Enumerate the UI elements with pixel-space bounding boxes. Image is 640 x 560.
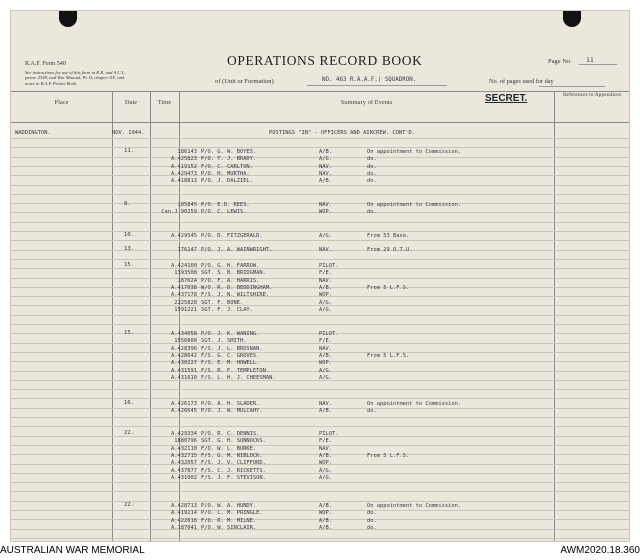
service-number: A.418813 (171, 178, 197, 185)
service-number: A.422616 (171, 517, 197, 524)
service-number: A.430227 (171, 360, 197, 367)
aircrew-trade: A/G. (319, 306, 332, 313)
header-entry (11, 130, 630, 139)
page-number-rule (579, 64, 617, 65)
personnel-name: P/O. J. W. MULCAHY. (201, 408, 263, 415)
service-number: A.429545 (171, 233, 197, 239)
service-number: A.426645 (171, 408, 197, 415)
posting-note: do. (367, 209, 377, 216)
personnel-name: SGT. F. BONE. (201, 299, 244, 306)
service-number: A.437178 (171, 292, 197, 299)
personnel-row (11, 178, 630, 187)
col-header-time: Time (157, 99, 172, 106)
aircrew-trade: A/G. (319, 374, 332, 381)
service-number: A.425823 (171, 156, 197, 163)
aircrew-trade: PILOT. (319, 263, 339, 269)
month-value: NOV. 1944. (112, 130, 145, 136)
service-number: 1393508 (174, 270, 197, 277)
personnel-name: W/O. R. D. BEDDINGHAM. (201, 284, 273, 291)
service-number: 185845 (177, 202, 197, 208)
personnel-name: P/O. W. A. HUNDY. (201, 503, 257, 509)
personnel-name: F/S. G. M. NIBLOCK. (201, 452, 263, 459)
service-number: A.432057 (171, 460, 197, 467)
aircrew-trade: WOP. (319, 292, 332, 299)
service-number: A.431002 (171, 474, 197, 481)
personnel-row (11, 307, 630, 316)
personnel-name: F/O. R. M. MILNE. (201, 517, 257, 524)
service-number: 1880796 (174, 438, 197, 445)
col-header-place: Place (54, 99, 69, 106)
posting-note: do. (367, 524, 377, 531)
aircrew-trade: A/G. (319, 233, 332, 239)
posting-note: From 53 Base. (367, 233, 410, 239)
service-number: 187624 (177, 277, 197, 284)
place-value: WADDINGTON. (15, 130, 51, 136)
personnel-name: P/O. F. A. HARRIS. (201, 277, 260, 284)
service-number: A.432110 (171, 445, 197, 452)
entry-date: 22. (124, 502, 135, 508)
posting-note: From 5 L.F.S. (367, 352, 410, 359)
unit-rule (307, 85, 447, 86)
personnel-name: F/S. R. F. TEMPLETON. (201, 367, 270, 374)
personnel-name: P/O. E.D. REES. (201, 202, 250, 208)
ruled-line (11, 324, 629, 325)
aircrew-trade: A/G. (319, 474, 332, 481)
entry-date: 13. (124, 246, 135, 252)
service-number: 2225828 (174, 299, 197, 306)
posting-note: do. (367, 156, 377, 163)
personnel-name: P/O. J. A. WAINWRIGHT. (201, 247, 273, 253)
entry-date: 11. (124, 148, 135, 154)
aircrew-trade: A/B. (319, 503, 332, 509)
aircrew-trade: WOP. (319, 460, 332, 467)
personnel-name: SGT. G. H. SUNNOCKS. (201, 438, 266, 445)
personnel-name: F/O. W. L. BURKE. (201, 445, 257, 452)
entry-date: 15. (124, 262, 135, 268)
entry-date: 22. (124, 430, 135, 436)
personnel-row (11, 375, 630, 384)
personnel-row (11, 233, 630, 242)
aircrew-trade: F/E. (319, 270, 332, 277)
service-number: A.426173 (171, 401, 197, 407)
ruled-line (11, 491, 629, 492)
personnel-row (11, 475, 630, 484)
posting-note: On appointment to Commission. (367, 503, 462, 509)
personnel-name: P/O. W. SINCLAIR. (201, 524, 257, 531)
service-number: A.429334 (171, 431, 197, 437)
service-number: A.434058 (171, 331, 197, 337)
aircrew-trade: NAV. (319, 277, 332, 284)
posting-note: do. (367, 408, 377, 415)
ruled-line (11, 538, 629, 539)
service-number: 186143 (177, 149, 197, 155)
aircrew-trade: A/G. (319, 299, 332, 306)
aircrew-trade: NAV. (319, 345, 332, 352)
service-number: A.419152 (171, 163, 197, 170)
aircrew-trade: A/B. (319, 178, 332, 185)
posting-note: do. (367, 170, 377, 177)
personnel-name: F/S. J. F. STEVISON. (201, 474, 266, 481)
service-number: A.187041 (171, 524, 197, 531)
aircrew-trade: A/B. (319, 517, 332, 524)
binder-hole-left (59, 10, 77, 27)
personnel-name: SGT. J. SMITH. (201, 338, 247, 345)
form-instructions: See instructions for use of this form in K.R. and A.C.I., paras. 2349, and War Manual, Pt. II, chapter XX, and notes in R.A.F. Pocket Book. (25, 70, 126, 86)
personnel-row (11, 525, 630, 534)
aircrew-trade: WOP. (319, 209, 332, 216)
aircrew-trade: A/B. (319, 524, 332, 531)
posting-note: do. (367, 163, 377, 170)
pages-used-rule (539, 86, 605, 87)
personnel-name: F/S. L. H. J. CHEESMAN. (201, 374, 276, 381)
aircrew-trade: F/E. (319, 438, 332, 445)
ruled-line (11, 426, 629, 427)
ruled-line (11, 259, 629, 260)
entry-date: 15. (124, 330, 135, 336)
personnel-name: F/S. G. C. GROVES. (201, 352, 260, 359)
service-number: A.429473 (171, 170, 197, 177)
aircrew-trade: NAV. (319, 445, 332, 452)
aircrew-trade: A/G. (319, 367, 332, 374)
personnel-name: P/O. J. DALZIEL. (201, 178, 253, 185)
aircrew-trade: NAV. (319, 202, 332, 208)
personnel-name: F/S. J. V. CLIFFORD. (201, 460, 266, 467)
service-number: 1556800 (174, 338, 197, 345)
aircrew-trade: A/G. (319, 467, 332, 474)
aircrew-trade: A/B. (319, 452, 332, 459)
posting-note: do. (367, 517, 377, 524)
service-number: 1591221 (174, 306, 197, 313)
unit-label: of (Unit or Formation) (215, 78, 274, 85)
aircrew-trade: NAV. (319, 247, 332, 253)
form-number: R.A.F. Form 540 (25, 61, 66, 67)
aircrew-trade: WOP. (319, 360, 332, 367)
ruled-line (11, 222, 629, 223)
archive-reference: AWM2020.18.360 (560, 545, 640, 556)
aircrew-trade: NAV. (319, 170, 332, 177)
posting-note: From 5 L.F.S. (367, 452, 410, 459)
personnel-name: SGT. F. J. CLAY. (201, 306, 253, 313)
service-number: Can.J.90259 (161, 209, 197, 216)
header-bottom-rule (11, 122, 629, 123)
personnel-name: P/O. H. MURTHA. (201, 170, 250, 177)
ruled-line (11, 501, 629, 502)
service-number: A.417038 (171, 284, 197, 291)
personnel-name: F/S. J. L. BROSNAN. (201, 345, 263, 352)
binder-hole-right (563, 10, 581, 27)
aircrew-trade: NAV. (319, 401, 332, 407)
col-header-summary: Summary of Events (340, 99, 393, 106)
service-number: 176147 (177, 247, 197, 253)
posting-note: On appointment to Commission. (367, 202, 462, 208)
posting-note: do. (367, 178, 377, 185)
personnel-name: P/O. T. J. BRADY. (201, 156, 257, 163)
page-label: Page No. (548, 58, 572, 65)
service-number: A.428642 (171, 352, 197, 359)
aircrew-trade: WOP. (319, 510, 332, 517)
posting-note: From 5 L.F.S. (367, 284, 410, 291)
service-number: A.437877 (171, 467, 197, 474)
personnel-name: P/O. C. LEWIS. (201, 209, 247, 216)
aircrew-trade: PILOT. (319, 331, 339, 337)
personnel-name: P/O. R. C. DENNIS. (201, 431, 260, 437)
personnel-name: P/O. J. K. WANING. (201, 331, 260, 337)
postings-heading: POSTINGS "IN" - OFFICERS AND AIRCREW. CONT'D. (269, 130, 416, 136)
header-top-rule (11, 91, 629, 92)
archive-name: AUSTRALIAN WAR MEMORIAL (0, 545, 145, 556)
personnel-name: F/S. C. J. RICKETTS. (201, 467, 266, 474)
posting-note: On appointment to Commission. (367, 401, 462, 407)
aircrew-trade: NAV. (319, 163, 332, 170)
page-title: OPERATIONS RECORD BOOK (227, 53, 423, 68)
personnel-row (11, 408, 630, 417)
entry-date: 10. (124, 232, 135, 238)
aircrew-trade: A/B. (319, 149, 332, 155)
personnel-name: P/O. D. FITZGERALD. (201, 233, 263, 239)
ruled-line (11, 389, 629, 390)
posting-note: From 29 O.T.U. (367, 247, 413, 253)
personnel-name: P/O. A. H. SLADER. (201, 401, 260, 407)
entry-date: 16. (124, 400, 135, 406)
aircrew-trade: F/E. (319, 338, 332, 345)
service-number: A.431610 (171, 374, 197, 381)
personnel-name: F/O. C. CARLTON. (201, 163, 253, 170)
personnel-name: F/S. E. M. HOWELL. (201, 360, 260, 367)
service-number: A.424100 (171, 263, 197, 269)
personnel-name: F/S. J. N. WILTSHIRE. (201, 292, 270, 299)
ruled-line (11, 194, 629, 195)
pages-used-label: No. of pages used for day (489, 78, 554, 85)
service-number: A.431591 (171, 367, 197, 374)
record-sheet (10, 10, 630, 542)
secret-stamp: SECRET. (485, 93, 528, 104)
ruled-line (11, 398, 629, 399)
aircrew-trade: PILOT. (319, 431, 339, 437)
posting-note: do. (367, 510, 377, 517)
posting-note: On appointment to Commission. (367, 149, 462, 155)
personnel-row (11, 247, 630, 256)
aircrew-trade: A/G. (319, 156, 332, 163)
service-number: A.432715 (171, 452, 197, 459)
personnel-row (11, 209, 630, 218)
aircrew-trade: A/B. (319, 352, 332, 359)
service-number: A.428713 (171, 503, 197, 509)
service-number: A.419214 (171, 510, 197, 517)
aircrew-trade: A/B. (319, 408, 332, 415)
aircrew-trade: A/B. (319, 284, 332, 291)
personnel-name: P/O. L. M. PRINGLE. (201, 510, 263, 517)
page-number: 11 (586, 56, 594, 64)
personnel-name: P/O. G. W. BOYES. (201, 149, 257, 155)
col-header-date: Date (124, 99, 138, 106)
ruled-line (11, 231, 629, 232)
personnel-name: SGT. S. B. BRIDGMAN. (201, 270, 266, 277)
entry-date: 8. (124, 201, 131, 207)
unit-name: NO. 463 R.A.A.F.) SQUADRON. (322, 77, 417, 83)
archive-footer (0, 542, 640, 560)
service-number: A.428396 (171, 345, 197, 352)
col-header-references: References to Appendices (562, 92, 622, 98)
personnel-name: P/O. G. H. FARROW. (201, 263, 260, 269)
